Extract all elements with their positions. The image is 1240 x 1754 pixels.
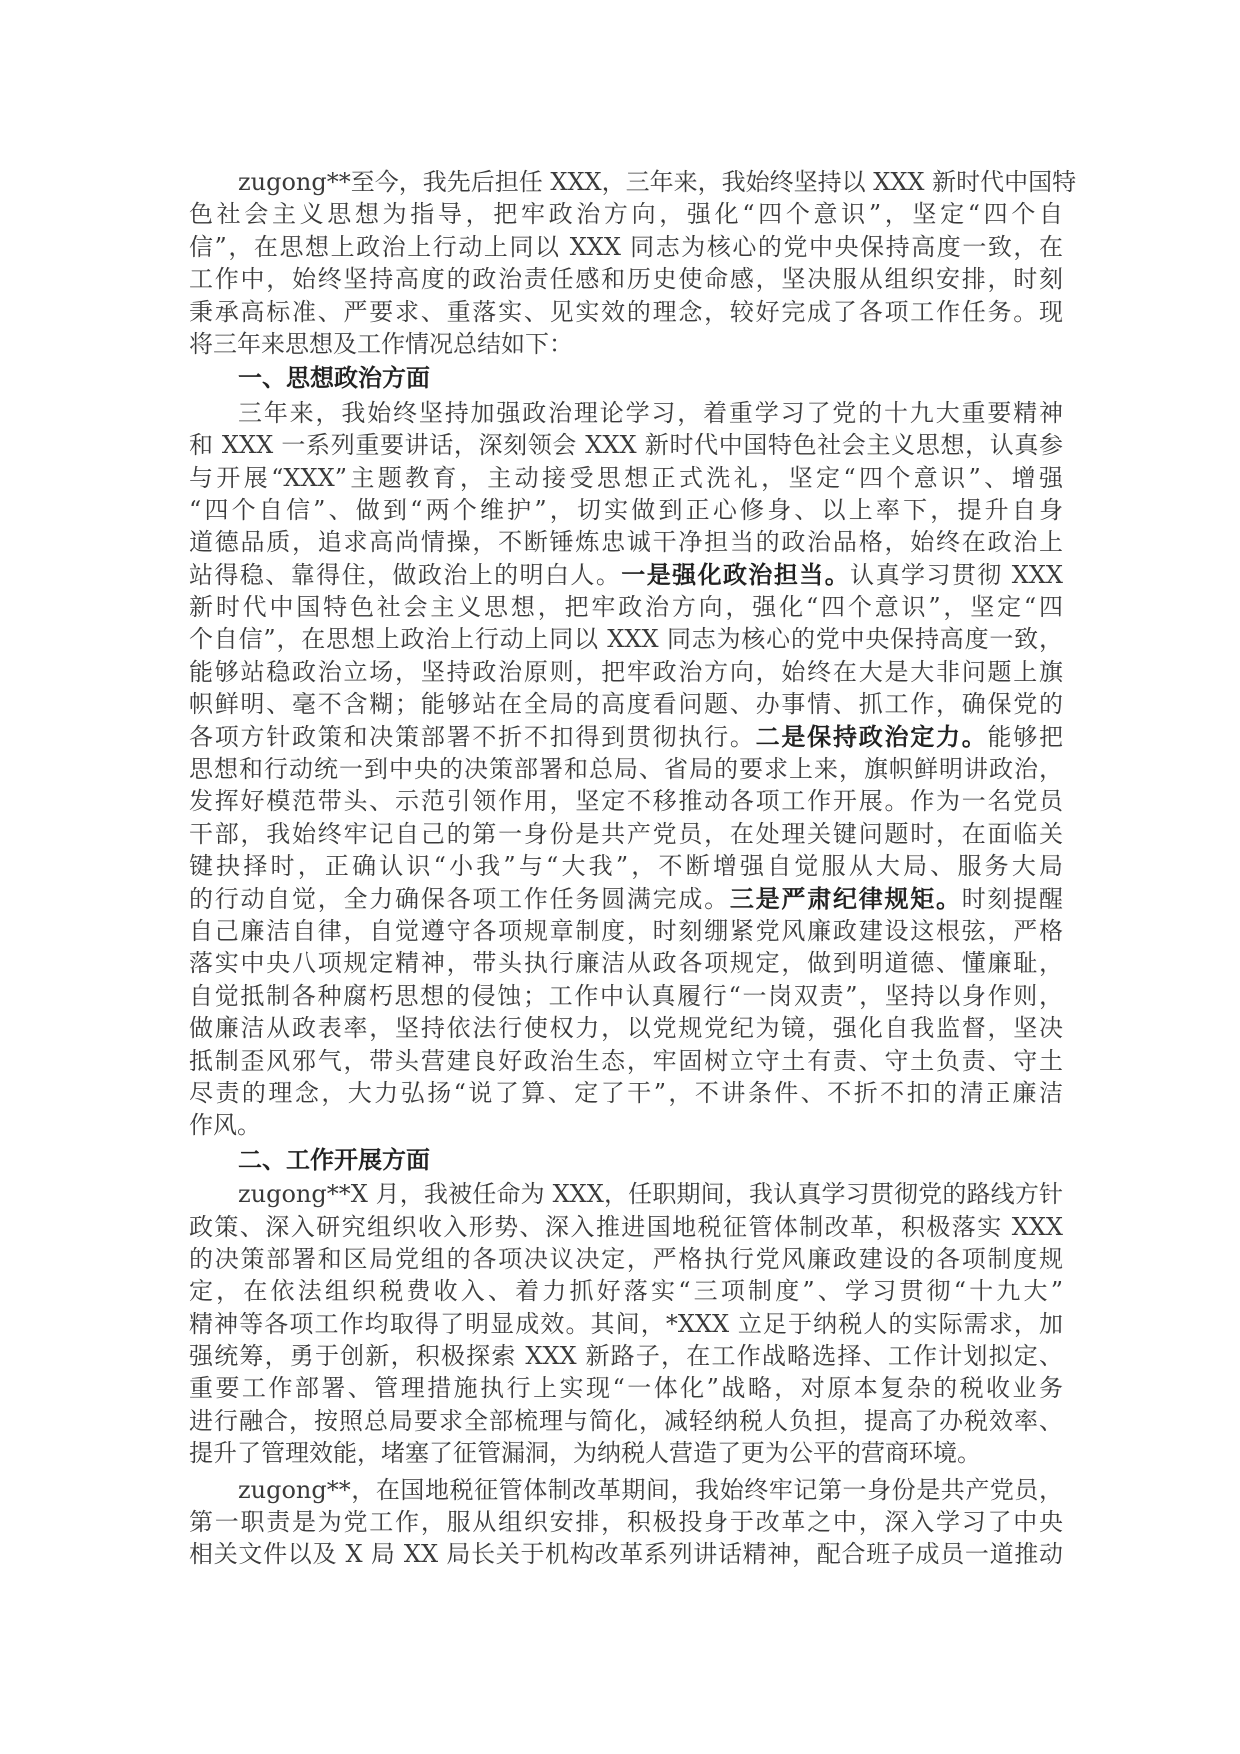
text-line: 抵制歪风邪气，带头营建良好政治生态，牢固树立守土有责、守土负责、守土 [189,1046,1063,1075]
text-line: 自觉抵制各种腐朽思想的侵蚀；工作中认真履行“一岗双责”，坚持以身作则， [189,981,1063,1010]
text-line: 做廉洁从政表率，坚持依法行使权力，以党规党纪为镜，强化自我监督，坚决 [189,1014,1063,1043]
text-line: 精神等各项工作均取得了明显成效。其间，*XXX 立足于纳税人的实际需求，加 [189,1309,1063,1338]
text-line: 键抉择时，正确认识“小我”与“大我”，不断增强自觉服从大局、服务大局 [189,852,1063,881]
text-segment: 能够把 [987,722,1064,751]
text-segment: 各项方针政策和决策部署不折不扣得到贯彻执行。 [189,722,756,751]
text-line: 发挥好模范带头、示范引领作用，坚定不移推动各项工作开展。作为一名党员 [189,787,1063,816]
section-heading [189,362,1063,394]
text-line: “四个自信”、做到“两个维护”，切实做到正心修身、以上率下，提升自身 [189,495,1063,524]
bold-lead-phrase: 二是保持政治定力。 [755,721,988,751]
text-segment: 的行动自觉，全力确保各项工作任务圆满完成。 [189,884,730,913]
text-line: 提升了管理效能，堵塞了征管漏洞，为纳税人营造了更为公平的营商环境。 [189,1439,981,1468]
text-line: 与开展“XXX”主题教育，主动接受思想正式洗礼，坚定“四个意识”、增强 [189,463,1063,492]
text-line: 个自信”，在思想上政治上行动上同以 XXX 同志为核心的党中央保持高度一致， [189,625,1063,654]
text-line: 的决策部署和区局党组的各项决议决定，严格执行党风廉政建设的各项制度规 [189,1244,1063,1273]
text-line: 定，在依法组织税费收入、着力抓好落实“三项制度”、学习贯彻“十九大” [189,1277,1063,1306]
text-line: 重要工作部署、管理措施执行上实现“一体化”战略，对原本复杂的税收业务 [189,1374,1063,1403]
heading-text: 二、工作开展方面 [238,1144,430,1174]
text-line: 落实中央八项规定精神，带头执行廉洁从政各项规定，做到明道德、懂廉耻， [189,949,1063,978]
text-line: 思想和行动统一到中央的决策部署和总局、省局的要求上来，旗帜鲜明讲政治， [189,755,1063,784]
text-line: 工作中，始终坚持高度的政治责任感和历史使命感，坚决服从组织安排，时刻 [189,265,1063,294]
text-line: zugong**，在国地税征管体制改革期间，我始终牢记第一身份是共产党员， [238,1475,1063,1504]
text-line: zugong**至今，我先后担任 XXX，三年来，我始终坚持以 XXX 新时代中国特 [238,168,1077,196]
text-line: 第一职责是为党工作，服从组织安排，积极投身于改革之中，深入学习了中央 [189,1508,1063,1537]
text-line: 政策、深入研究组织收入形势、深入推进国地税征管体制改革，积极落实 XXX [189,1212,1063,1241]
section-heading [189,1144,1063,1176]
text-line: 作风。 [189,1111,261,1140]
text-line: 新时代中国特色社会主义思想，把牢政治方向，强化“四个意识”，坚定“四 [189,593,1063,622]
text-line [189,721,1063,753]
text-line: 干部，我始终牢记自己的第一身份是共产党员，在处理关键问题时，在面临关 [189,819,1063,848]
text-segment: 站得稳、靠得住，做政治上的明白人。 [189,560,622,589]
text-line: 三年来，我始终坚持加强政治理论学习，着重学习了党的十九大重要精神 [238,398,1063,427]
text-line: 色社会主义思想为指导，把牢政治方向，强化“四个意识”，坚定“四个自 [189,200,1063,229]
text-line: 进行融合，按照总局要求全部梳理与简化，减轻纳税人负担，提高了办税效率、 [189,1406,1063,1435]
text-line: 信”，在思想上政治上行动上同以 XXX 同志为核心的党中央保持高度一致，在 [189,232,1063,261]
document-body [189,166,1077,1571]
text-line [189,883,1063,915]
text-line: 能够站稳政治立场，坚持政治原则，把牢政治方向，始终在大是大非问题上旗 [189,657,1063,686]
text-line: zugong**X 月，我被任命为 XXX，任职期间，我认真学习贯彻党的路线方针 [238,1180,1063,1209]
text-line: 秉承高标准、严要求、重落实、见实效的理念，较好完成了各项工作任务。现 [189,297,1063,326]
text-line: 道德品质，追求高尚情操，不断锤炼忠诚干净担当的政治品格，始终在政治上 [189,528,1063,557]
text-line [189,559,1063,591]
heading-text: 一、思想政治方面 [238,363,430,393]
text-line: 帜鲜明、毫不含糊；能够站在全局的高度看问题、办事情、抓工作，确保党的 [189,690,1063,719]
text-line: 强统筹，勇于创新，积极探索 XXX 新路子，在工作战略选择、工作计划拟定、 [189,1342,1063,1371]
paragraph [189,1474,1063,1571]
bold-lead-phrase: 三是严肃纪律规矩。 [729,883,962,913]
paragraph [189,397,1063,1142]
text-line: 尽责的理念，大力弘扬“说了算、定了干”，不讲条件、不折不扣的清正廉洁 [189,1078,1063,1107]
paragraph [189,1178,1063,1470]
bold-lead-phrase: 一是强化政治担当。 [621,559,851,589]
text-segment: 时刻提醒 [961,884,1064,913]
paragraph [189,166,1077,360]
text-line: 自己廉洁自律，自觉遵守各项规章制度，时刻绷紧党风廉政建设这根弦，严格 [189,916,1063,945]
text-line: 相关文件以及 X 局 XX 局长关于机构改革系列讲话精神，配合班子成员一道推动 [189,1540,1063,1569]
text-line: 将三年来思想及工作情况总结如下： [189,329,573,358]
text-line: 和 XXX 一系列重要讲话，深刻领会 XXX 新时代中国特色社会主义思想，认真参 [189,431,1063,460]
text-segment: 认真学习贯彻 XXX [850,560,1064,589]
